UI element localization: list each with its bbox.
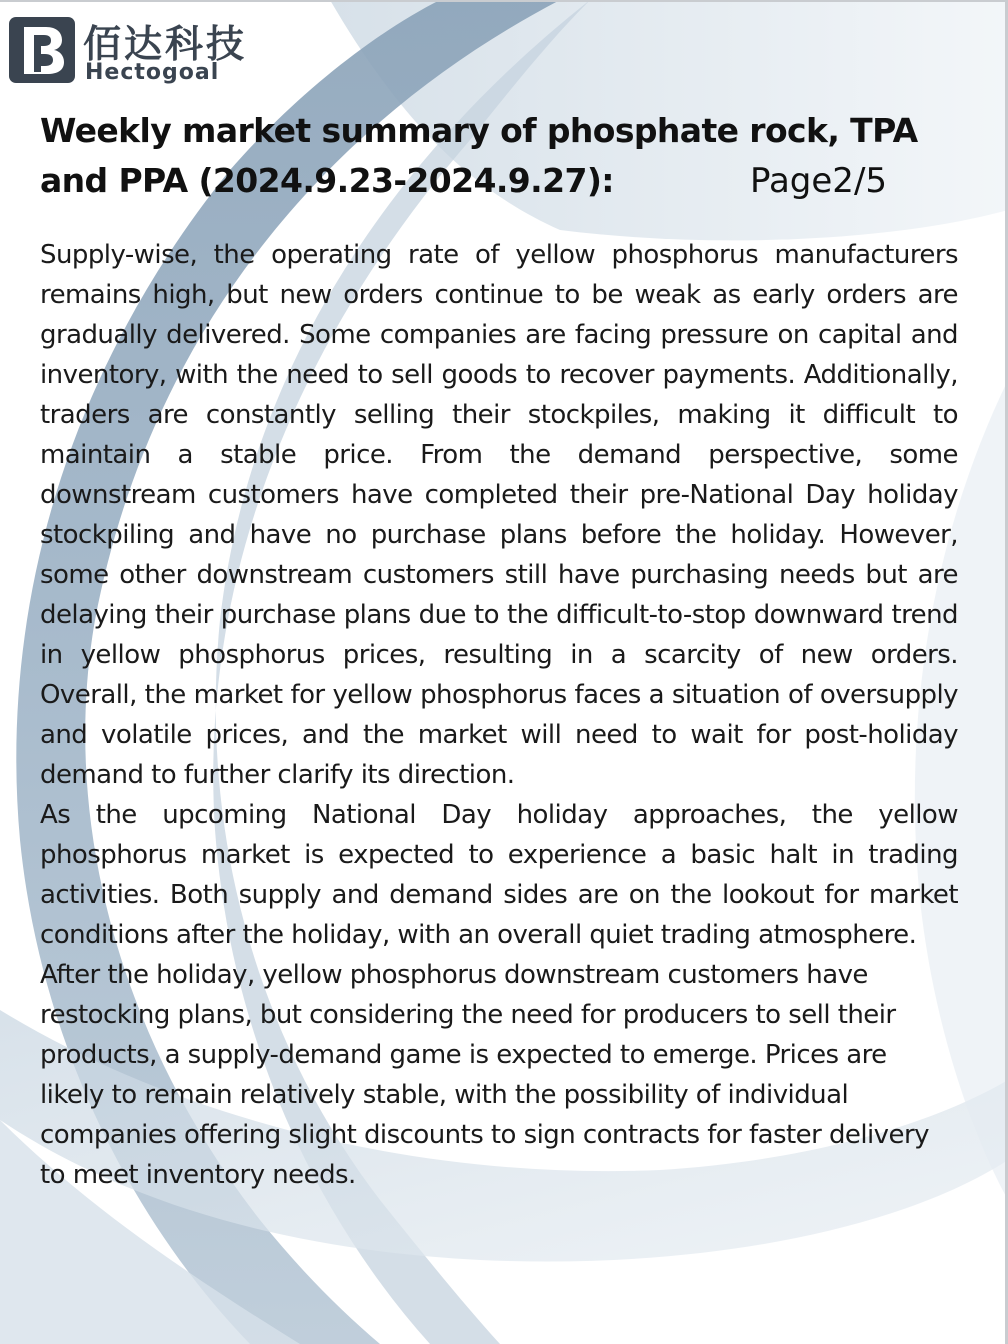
paragraph-holiday-outlook: As the upcoming National Day holiday approaches, the yellow phosphorus market is expected to experience a basic halt in trading activities. Both supply and demand sides are on the lookout for market conditions after the holiday, with an overall quiet trading atmosphere. [40,800,958,950]
document-title: Weekly market summary of phosphate rock, TPA and PPA (2024.9.23-2024.9.27): [40,111,918,200]
page-number: Page2/5 [750,161,888,201]
logo-chinese-name: 佰达科技 [83,22,248,66]
top-border [0,0,1008,2]
document-body [40,235,958,1195]
paragraph-post-holiday: After the holiday, yellow phosphorus downstream customers have restocking plans, but considering the need for producers to sell their products, a supply-demand game is expected to emerge. Prices are likely to remain relatively stable, with the possibility of individual companies offering slight discounts to sign contracts for faster delivery to meet inventory needs. [40,960,929,1190]
company-logo [9,17,249,87]
document-title-block [40,106,940,206]
logo-english-name: Hectogoal [85,60,220,85]
paragraph-supply-demand: Supply-wise, the operating rate of yellow phosphorus manufacturers remains high, but new orders continue to be weak as early orders are gradually delivered. Some companies are facing pressure on capital and inventory, with the need to sell goods to recover payments. Additionally, traders are constantly selling their stockpiles, making it difficult to maintain a stable price. From the demand perspective, some downstream customers have completed their pre-National Day holiday stockpiling and have no purchase plans before the holiday. However, some other downstream customers still have purchasing needs but are delaying their purchase plans due to the difficult-to-stop downward trend in yellow phosphorus prices, resulting in a scarcity of new orders. Overall, the market for yellow phosphorus faces a situation of oversupply and volatile prices, and the market will need to wait for post-holiday demand to further clarify its direction. [40,240,958,790]
logo-b-icon [9,17,75,83]
